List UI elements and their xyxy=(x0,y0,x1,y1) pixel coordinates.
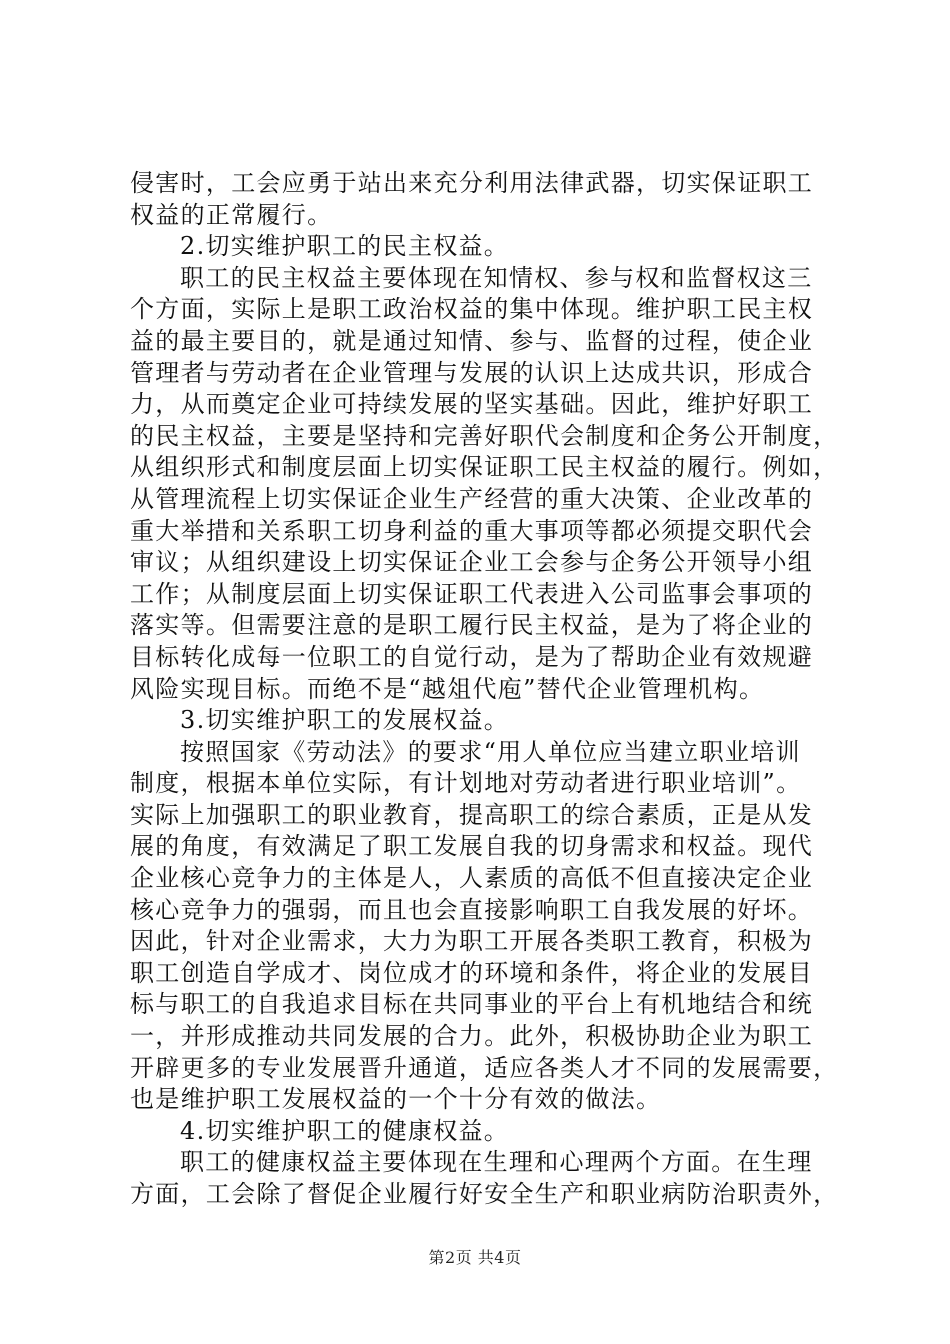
text-line: 风险实现目标。而绝不是“越俎代庖”替代企业管理机构。 xyxy=(130,674,765,703)
text-line: 力，从而奠定企业可持续发展的坚实基础。因此，维护好职工 xyxy=(130,390,814,419)
text-line: 方面，工会除了督促企业履行好安全生产和职业病防治职责外， xyxy=(130,1180,839,1208)
text-line: 职工的健康权益主要体现在生理和心理两个方面。在生理 xyxy=(180,1148,813,1177)
text-line: 权益的正常履行。 xyxy=(130,200,333,229)
page-footer: 第2页 共4页 xyxy=(428,1248,522,1267)
text-line: 开辟更多的专业发展晋升通道，适应各类人才不同的发展需要， xyxy=(130,1053,839,1082)
text-line: 目标转化成每一位职工的自觉行动，是为了帮助企业有效规避 xyxy=(130,642,814,671)
text-line: 职工创造自学成才、岗位成才的环境和条件，将企业的发展目 xyxy=(130,958,814,987)
text-line: 重大举措和关系职工切身利益的重大事项等都必须提交职代会 xyxy=(130,516,814,545)
text-line: 核心竞争力的强弱，而且也会直接影响职工自我发展的好坏。 xyxy=(130,895,814,924)
text-line: 管理者与劳动者在企业管理与发展的认识上达成共识，形成合 xyxy=(130,358,814,387)
text-line: 标与职工的自我追求目标在共同事业的平台上有机地结合和统 xyxy=(130,990,814,1019)
text-line: 3.切实维护职工的发展权益。 xyxy=(180,706,510,735)
text-line: 职工的民主权益主要体现在知情权、参与权和监督权这三 xyxy=(180,263,813,292)
text-line: 一，并形成推动共同发展的合力。此外，积极协助企业为职工 xyxy=(130,1022,814,1051)
text-line: 制度，根据本单位实际，有计划地对劳动者进行职业培训”。 xyxy=(130,769,802,798)
text-line: 展的角度，有效满足了职工发展自我的切身需求和权益。现代 xyxy=(130,832,814,861)
text-line: 从管理流程上切实保证企业生产经营的重大决策、企业改革的 xyxy=(130,484,814,513)
text-line: 从组织形式和制度层面上切实保证职工民主权益的履行。例如， xyxy=(130,453,839,482)
text-line: 企业核心竞争力的主体是人，人素质的高低不但直接决定企业 xyxy=(130,864,814,893)
text-line: 侵害时，工会应勇于站出来充分利用法律武器，切实保证职工 xyxy=(130,169,814,197)
text-line: 个方面，实际上是职工政治权益的集中体现。维护职工民主权 xyxy=(130,295,814,324)
text-line: 落实等。但需要注意的是职工履行民主权益，是为了将企业的 xyxy=(130,611,814,640)
text-line: 因此，针对企业需求，大力为职工开展各类职工教育，积极为 xyxy=(130,927,814,956)
text-line: 2.切实维护职工的民主权益。 xyxy=(180,232,510,261)
text-line: 工作；从制度层面上切实保证职工代表进入公司监事会事项的 xyxy=(130,579,814,608)
text-line: 审议；从组织建设上切实保证企业工会参与企务公开领导小组 xyxy=(130,548,814,577)
text-line: 也是维护职工发展权益的一个十分有效的做法。 xyxy=(130,1085,662,1114)
text-line: 的民主权益，主要是坚持和完善好职代会制度和企务公开制度， xyxy=(130,421,839,450)
document-body xyxy=(130,168,840,1211)
text-line: 益的最主要目的，就是通过知情、参与、监督的过程，使企业 xyxy=(130,326,814,355)
text-line: 按照国家《劳动法》的要求“用人单位应当建立职业培训 xyxy=(180,737,801,766)
text-line: 4.切实维护职工的健康权益。 xyxy=(180,1116,510,1145)
text-line: 实际上加强职工的职业教育，提高职工的综合素质，正是从发 xyxy=(130,800,814,829)
